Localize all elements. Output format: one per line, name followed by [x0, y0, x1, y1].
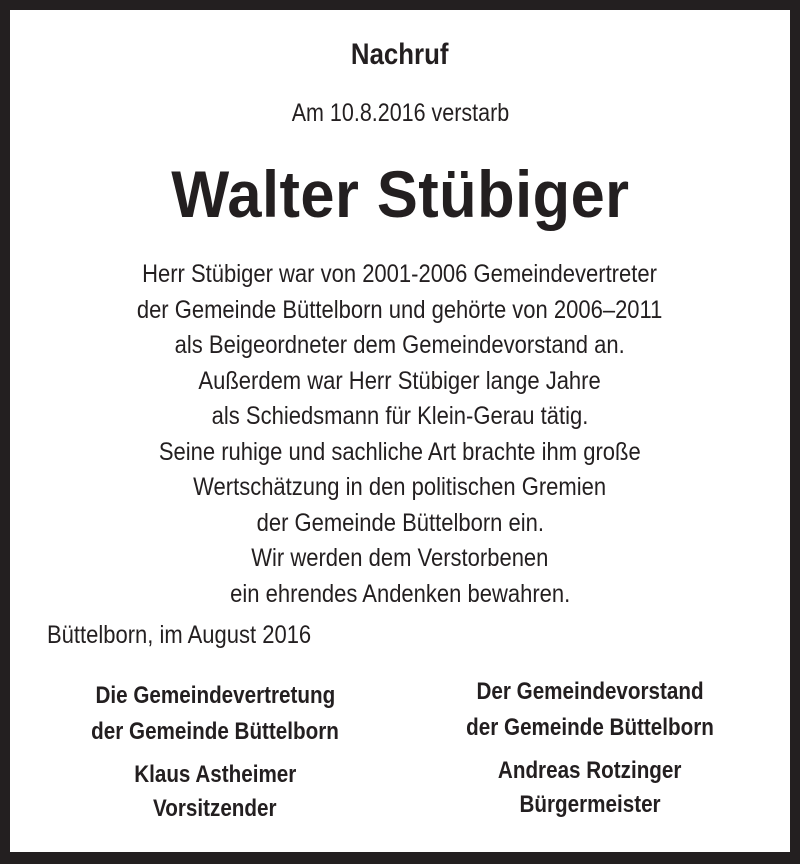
tribute-line: Seine ruhige und sachliche Art brachte ihm große [159, 437, 641, 466]
signature-org-line: Der Gemeindevorstand [476, 678, 704, 705]
signatory-role: Bürgermeister [519, 791, 661, 818]
obituary-notice [10, 10, 790, 852]
tribute-line: ein ehrendes Andenken bewahren. [229, 579, 571, 608]
signatory [410, 754, 770, 822]
tribute-line: der Gemeinde Büttelborn und gehörte von 2006–2011 [137, 295, 663, 324]
tribute-line: als Beigeordneter dem Gemeindevorstand an. [174, 331, 626, 359]
tribute-line: Wir werden dem Verstorbenen [251, 544, 549, 572]
tribute-line: Herr Stübiger war von 2001-2006 Gemeindevertreter [142, 260, 658, 288]
name-text: Walter Stübiger [170, 157, 630, 231]
deceased-name [10, 156, 790, 232]
signatory-name: Klaus Astheimer [133, 761, 297, 788]
tribute-text [10, 257, 790, 612]
place-and-date: Büttelborn, im August 2016 [47, 621, 312, 649]
signature-org-line: der Gemeinde Büttelborn [91, 718, 339, 745]
signatory-name: Andreas Rotzinger [498, 757, 682, 784]
tribute-line: der Gemeinde Büttelborn ein. [256, 508, 544, 537]
signatory [35, 758, 395, 826]
signatory-role: Vorsitzender [153, 795, 277, 822]
signature-org-line: der Gemeinde Büttelborn [466, 714, 714, 741]
intro-text: Am 10.8.2016 verstarb [291, 99, 509, 127]
signature-board [410, 674, 770, 822]
death-date-line [10, 98, 790, 128]
signature-org-line: Die Gemeindevertretung [95, 682, 335, 709]
tribute-line: als Schiedsmann für Klein-Gerau tätig. [211, 402, 589, 430]
notice-heading [10, 38, 790, 72]
tribute-line: Außerdem war Herr Stübiger lange Jahre [198, 366, 602, 395]
signature-council [35, 678, 395, 826]
tribute-line: Wertschätzung in den politischen Gremien [193, 473, 607, 501]
heading-text: Nachruf [351, 38, 449, 71]
